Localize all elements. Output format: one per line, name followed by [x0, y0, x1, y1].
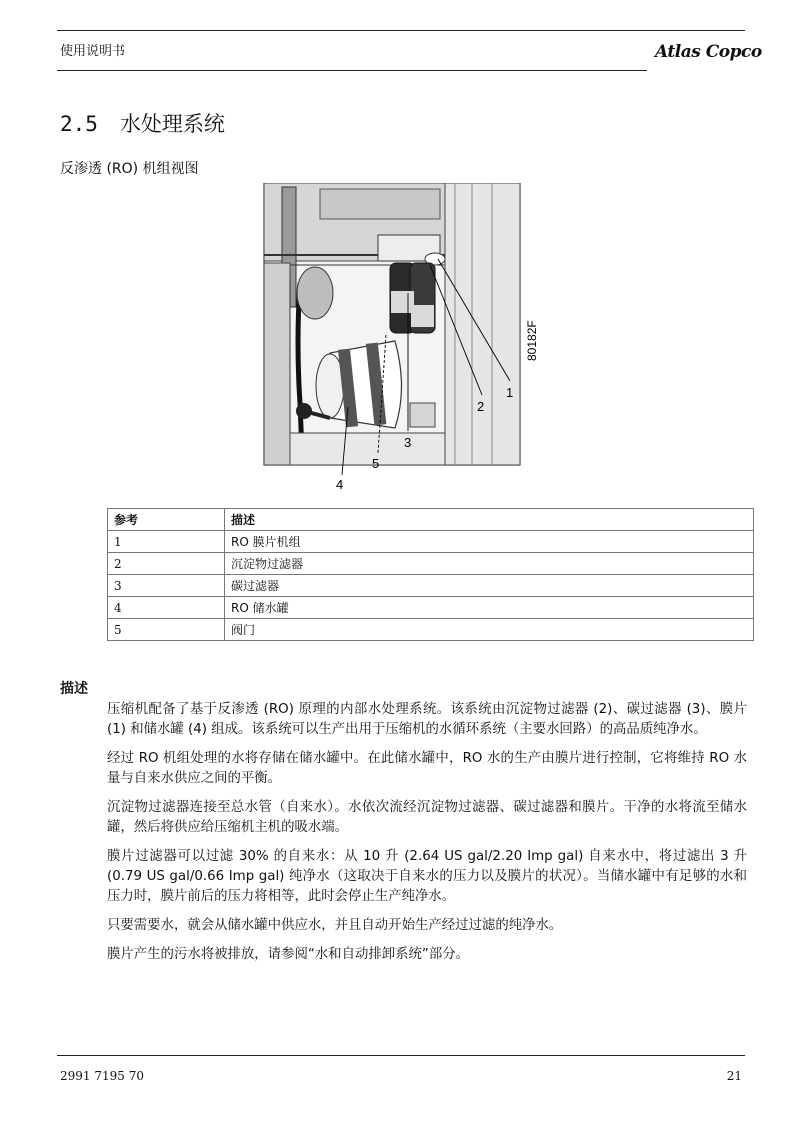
atlas-copco-logo: Atlas Copco — [655, 42, 762, 62]
ro-unit-illustration — [260, 183, 550, 495]
callout-4: 4 — [336, 477, 344, 492]
column-header-desc: 描述 — [225, 509, 754, 531]
table-row — [108, 597, 754, 619]
table-row — [108, 553, 754, 575]
callout-1: 1 — [506, 385, 514, 400]
paragraph: 经过 RO 机组处理的水将存储在储水罐中。在此储水罐中，RO 水的生产由膜片进行控制，它将维持 RO 水量与自来水供应之间的平衡。 — [107, 751, 747, 786]
ro-unit-figure — [260, 183, 550, 495]
header-rule-top — [57, 30, 745, 31]
table-row — [108, 531, 754, 553]
desc-cell: 沉淀物过滤器 — [225, 553, 754, 575]
footer-rule — [57, 1055, 745, 1056]
description-body — [107, 700, 747, 974]
header-title: 使用说明书 — [60, 44, 126, 59]
callout-3: 3 — [404, 435, 412, 450]
paragraph: 只要需要水，就会从储水罐中供应水，并且自动开始生产经过过滤的纯净水。 — [107, 918, 563, 933]
ref-cell: 3 — [108, 575, 225, 597]
paragraph: 压缩机配备了基于反渗透 (RO) 原理的内部水处理系统。该系统由沉淀物过滤器 (2)、碳过滤器 (3)、膜片 (1) 和储水罐 (4) 组成。该系统可以生产出用于压缩机的水循环系统（主要水回路）的高品质纯净水。 — [107, 702, 747, 737]
page-number: 21 — [726, 1069, 742, 1083]
section-name: 水处理系统 — [119, 112, 225, 136]
desc-cell: RO 储水罐 — [225, 597, 754, 619]
ref-cell: 1 — [108, 531, 225, 553]
ref-cell: 4 — [108, 597, 225, 619]
callout-2: 2 — [477, 399, 485, 414]
desc-cell: 阀门 — [225, 619, 754, 641]
callout-5: 5 — [372, 456, 380, 471]
paragraph: 膜片过滤器可以过滤 30% 的自来水：从 10 升 (2.64 US gal/2.20 Imp gal) 自来水中，将过滤出 3 升 (0.79 US gal/0.66 Imp gal) 纯净水（这取决于自来水的压力以及膜片的状况）。当储水罐中有足够的水和压力时，膜片前后的压力将相等，此时会停止生产纯净水。 — [107, 849, 747, 904]
ref-cell: 5 — [108, 619, 225, 641]
desc-cell: RO 膜片机组 — [225, 531, 754, 553]
paragraph: 膜片产生的污水将被排放，请参阅“水和自动排卸系统”部分。 — [107, 947, 470, 962]
table-row — [108, 575, 754, 597]
paragraph: 沉淀物过滤器连接至总水管（自来水）。水依次流经沉淀物过滤器、碳过滤器和膜片。干净的水将流至储水罐，然后将供应给压缩机主机的吸水端。 — [107, 800, 747, 835]
header-rule-bottom — [57, 70, 647, 71]
ref-cell: 2 — [108, 553, 225, 575]
section-title — [60, 108, 225, 138]
section-number: 2.5 — [60, 112, 98, 136]
reference-table — [107, 508, 754, 641]
figure-caption: 反渗透 (RO) 机组视图 — [60, 161, 199, 177]
desc-cell: 碳过滤器 — [225, 575, 754, 597]
description-heading: 描述 — [60, 681, 88, 697]
figure-code: 80182F — [525, 320, 539, 361]
table-header-row — [108, 509, 754, 531]
table-row — [108, 619, 754, 641]
document-number: 2991 7195 70 — [60, 1069, 144, 1083]
column-header-ref: 参考 — [108, 509, 225, 531]
